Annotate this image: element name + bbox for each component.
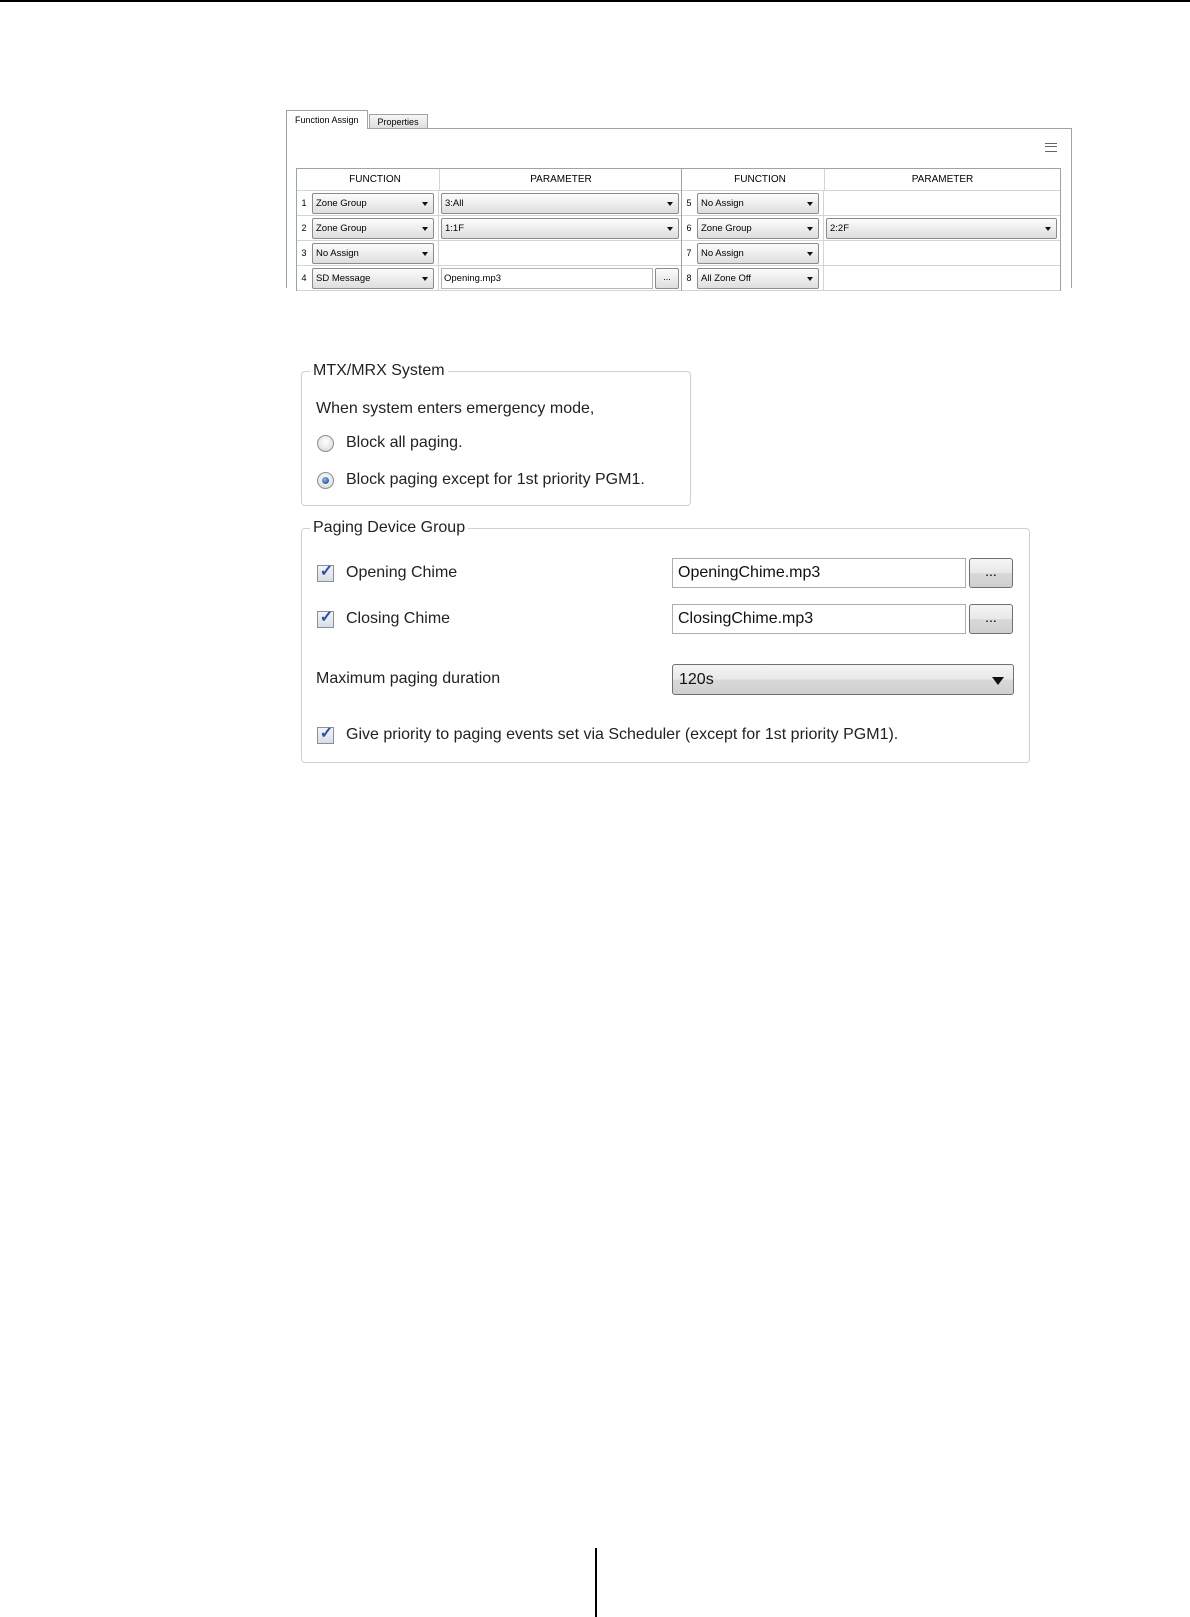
chevron-down-icon [667,227,673,231]
chevron-down-icon [1045,227,1051,231]
row-number: 6 [686,223,692,233]
parameter-select-2[interactable]: 1:1F [441,218,679,239]
parameter-empty [439,241,682,266]
function-assign-panel [286,110,1072,288]
max-duration-select[interactable] [672,664,1014,695]
page-divider [595,1548,597,1617]
table-row [682,266,1060,291]
table-row [682,241,1060,266]
closing-chime-browse-button[interactable]: ... [969,604,1013,634]
table-row [297,191,682,216]
chevron-down-icon [422,227,428,231]
parameter-select-1[interactable]: 3:All [441,193,679,214]
chevron-down-icon [807,227,813,231]
opening-chime-file-field[interactable]: OpeningChime.mp3 [672,558,966,588]
function-header: FUNCTION [311,169,440,190]
parameter-empty [824,241,1060,266]
opening-chime-label[interactable]: Opening Chime [346,564,458,581]
parameter-file-input-4[interactable]: Opening.mp3 [441,268,653,289]
row-number: 2 [301,223,307,233]
tab-bar [286,110,429,129]
check-icon: ✓ [319,725,334,742]
chevron-down-icon [807,277,813,281]
table-row [297,216,682,241]
function-table-left [296,168,683,291]
paging-device-group [301,519,1030,763]
table-row [297,266,682,291]
parameter-empty [824,266,1060,291]
function-select-5[interactable]: No Assign [697,193,819,214]
parameter-empty [824,191,1060,216]
row-number: 3 [301,248,307,258]
tab-properties[interactable]: Properties [369,114,428,129]
max-duration-value: 120s [679,671,714,688]
closing-chime-file-field[interactable]: ClosingChime.mp3 [672,604,966,634]
radio-selected-dot [322,477,329,484]
table-row [297,241,682,266]
function-select-2[interactable]: Zone Group [312,218,434,239]
mtx-system-group [301,362,691,506]
function-table-right [681,168,1061,291]
function-select-3[interactable]: No Assign [312,243,434,264]
function-select-4[interactable]: SD Message [312,268,434,289]
radio-block-except-pgm1-label[interactable]: Block paging except for 1st priority PGM1. [346,471,645,488]
chevron-down-icon [422,202,428,206]
row-number: 5 [686,198,692,208]
scheduler-priority-label[interactable]: Give priority to paging events set via Scheduler (except for 1st priority PGM1). [346,726,899,743]
mtx-system-legend: MTX/MRX System [310,361,448,381]
table-row [682,191,1060,216]
closing-chime-label[interactable]: Closing Chime [346,610,451,627]
paging-device-group-legend: Paging Device Group [310,518,468,538]
page-top-rule [0,0,1190,2]
parameter-header: PARAMETER [530,174,592,185]
function-select-7[interactable]: No Assign [697,243,819,264]
opening-chime-checkbox[interactable] [317,565,334,582]
opening-chime-browse-button[interactable]: ... [969,558,1013,588]
radio-block-all[interactable] [317,435,334,452]
chevron-down-icon [992,677,1004,685]
radio-block-all-label[interactable]: Block all paging. [346,434,463,451]
function-header: FUNCTION [696,169,825,190]
tab-function-assign[interactable]: Function Assign [286,110,368,129]
browse-button-4[interactable]: ... [655,268,679,289]
function-select-8[interactable]: All Zone Off [697,268,819,289]
radio-block-except-pgm1[interactable] [317,472,334,489]
row-number: 1 [301,198,307,208]
parameter-header: PARAMETER [911,174,974,185]
function-select-6[interactable]: Zone Group [697,218,819,239]
closing-chime-checkbox[interactable] [317,611,334,628]
check-icon: ✓ [319,563,334,580]
table-header [297,169,682,191]
menu-icon[interactable] [1045,143,1057,152]
function-select-1[interactable]: Zone Group [312,193,434,214]
row-number: 4 [301,273,307,283]
max-duration-label: Maximum paging duration [316,670,501,687]
parameter-select-6[interactable]: 2:2F [826,218,1057,239]
row-number: 8 [686,273,692,283]
function-assign-body [286,128,1072,288]
scheduler-priority-checkbox[interactable] [317,727,334,744]
emergency-prompt: When system enters emergency mode, [316,400,595,417]
chevron-down-icon [667,202,673,206]
table-row [682,216,1060,241]
chevron-down-icon [807,202,813,206]
chevron-down-icon [422,252,428,256]
check-icon: ✓ [319,609,334,626]
table-header [682,169,1060,191]
chevron-down-icon [807,252,813,256]
chevron-down-icon [422,277,428,281]
row-number: 7 [686,248,692,258]
